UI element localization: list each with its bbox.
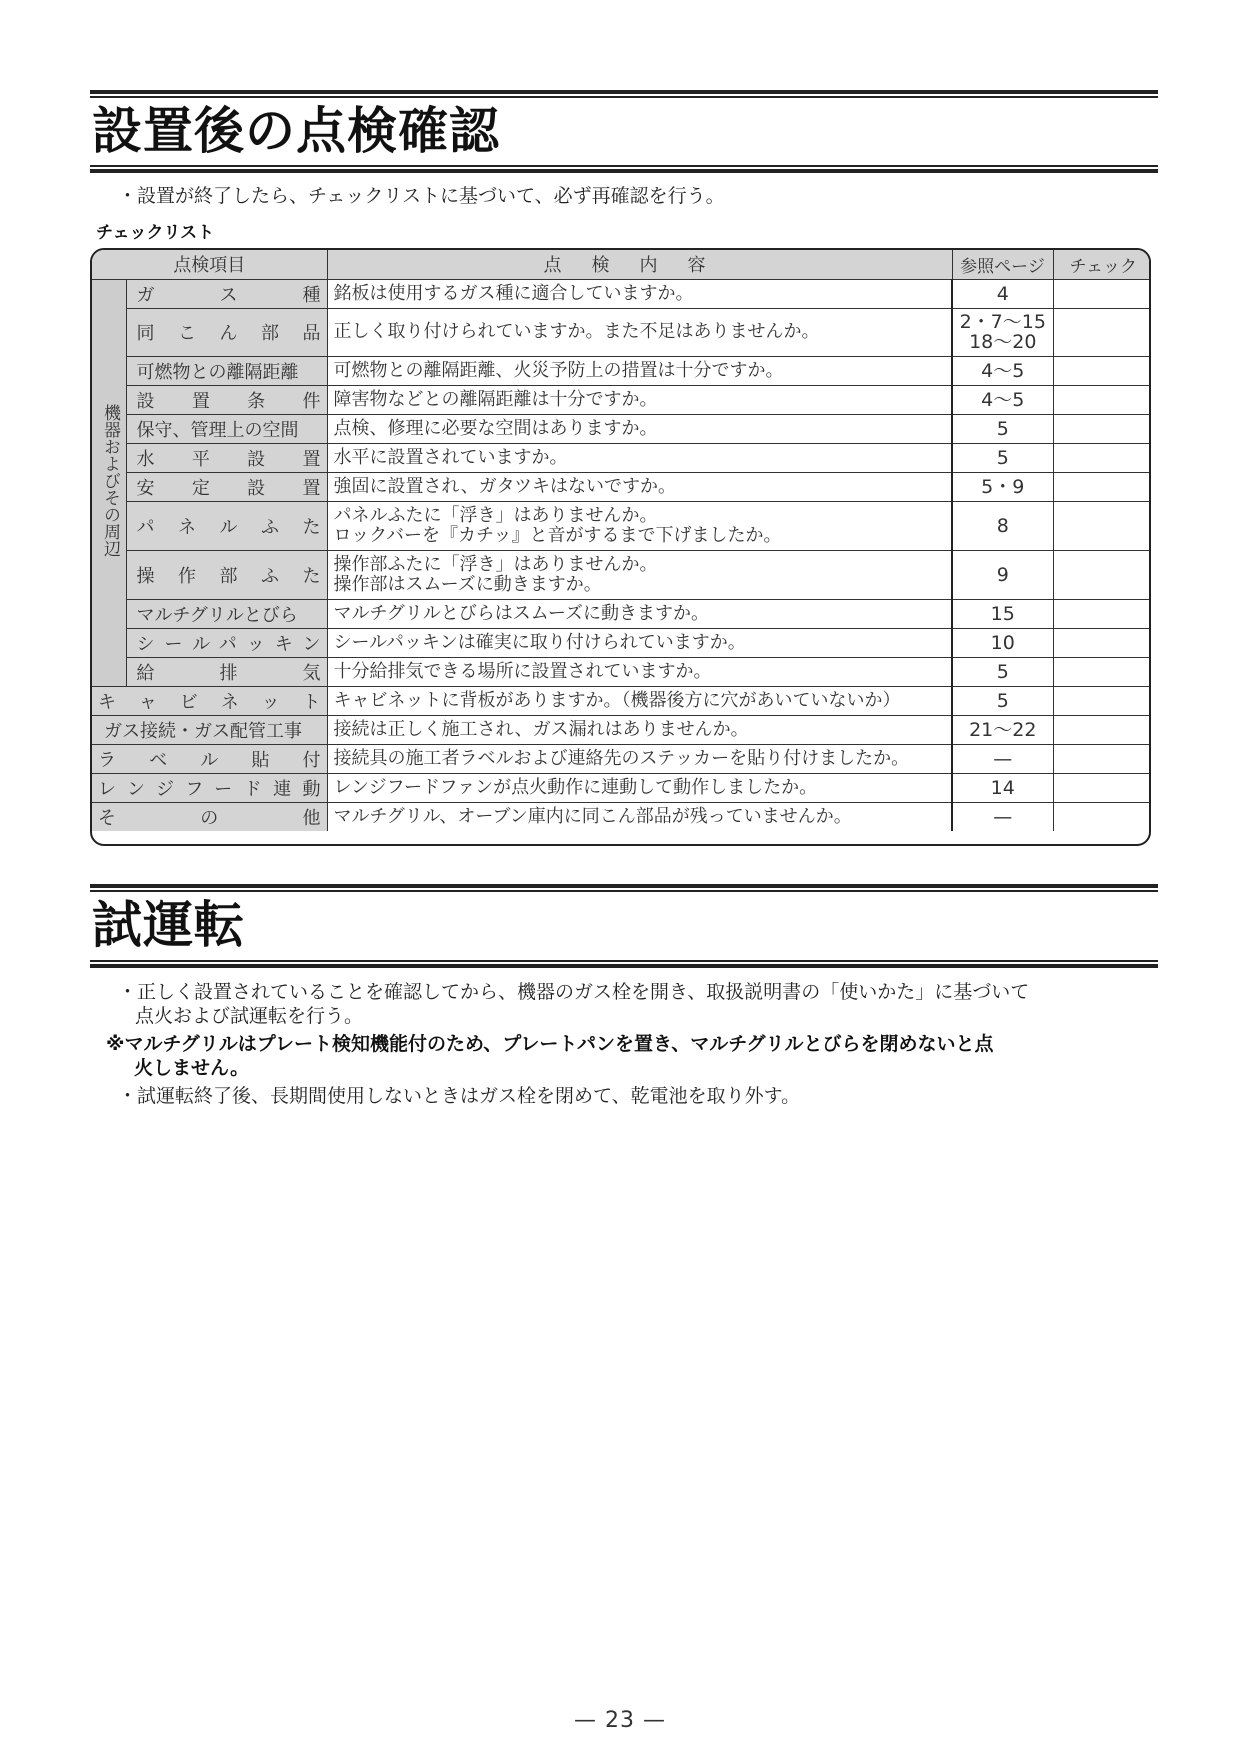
checklist-caption: チェックリスト <box>96 223 215 243</box>
section-title-trial-run: 試運転 <box>92 896 245 954</box>
row-check-box[interactable] <box>1053 356 1151 385</box>
row-item: 安定設置 <box>126 472 327 501</box>
table-row <box>92 356 1151 385</box>
trial-rule-bottom-thin <box>90 960 1158 962</box>
row-item: ラベル貼付 <box>92 744 327 773</box>
row-check-box[interactable] <box>1053 802 1151 831</box>
trial-paragraph-note: ※マルチグリルはプレート検知機能付のため、プレートパンを置き、マルチグリルとびらを閉めないと点 火しません。 <box>106 1033 994 1079</box>
trial-paragraph-1: ・正しく設置されていることを確認してから、機器のガス栓を開き、取扱説明書の「使いかた」に基づいて 点火および試運転を行う。 <box>118 981 1030 1027</box>
row-check-box[interactable] <box>1053 715 1151 744</box>
row-page: 4〜5 <box>952 385 1053 414</box>
table-row <box>92 773 1151 802</box>
row-item: 給排気 <box>126 657 327 686</box>
row-page: 21〜22 <box>952 715 1053 744</box>
header-page: 参照ページ <box>952 250 1053 279</box>
row-page: 5 <box>952 443 1053 472</box>
row-check-box[interactable] <box>1053 279 1151 308</box>
header-content: 点検内容 <box>327 250 952 279</box>
row-check-box[interactable] <box>1053 599 1151 628</box>
row-page: 4 <box>952 279 1053 308</box>
page-number: — 23 — <box>574 1708 666 1733</box>
row-check-box[interactable] <box>1053 686 1151 715</box>
row-content: 障害物などとの離隔距離は十分ですか。 <box>327 385 952 414</box>
table-header-row <box>92 250 1151 279</box>
row-page: 15 <box>952 599 1053 628</box>
row-content: マルチグリルとびらはスムーズに動きますか。 <box>327 599 952 628</box>
trial-paragraph-3: ・試運転終了後、長期間使用しないときはガス栓を閉めて、乾電池を取り外す。 <box>118 1085 801 1107</box>
trial-rule-bottom <box>90 964 1158 968</box>
trial-rule-top <box>90 884 1158 888</box>
row-content: シールパッキンは確実に取り付けられていますか。 <box>327 628 952 657</box>
table-row <box>92 744 1151 773</box>
row-page: 5 <box>952 657 1053 686</box>
checklist-grid <box>92 250 1151 831</box>
row-check-box[interactable] <box>1053 308 1151 356</box>
row-page: 14 <box>952 773 1053 802</box>
row-content: パネルふたに「浮き」はありませんか。 ロックバーを『カチッ』と音がするまで下げましたか。 <box>327 501 952 550</box>
table-row <box>92 715 1151 744</box>
row-page: 5・9 <box>952 472 1053 501</box>
title-rule-bottom-thin <box>90 165 1158 167</box>
row-page: 5 <box>952 686 1053 715</box>
group-label: 機器およびその周辺 <box>100 403 120 557</box>
row-check-box[interactable] <box>1053 657 1151 686</box>
row-check-box[interactable] <box>1053 501 1151 550</box>
row-check-box[interactable] <box>1053 744 1151 773</box>
row-item: 同こん部品 <box>126 308 327 356</box>
row-content: 点検、修理に必要な空間はありますか。 <box>327 414 952 443</box>
table-row <box>92 802 1151 831</box>
row-check-box[interactable] <box>1053 385 1151 414</box>
group-label-cell <box>92 279 126 686</box>
row-item: その他 <box>92 802 327 831</box>
table-row <box>92 657 1151 686</box>
row-content: 十分給排気できる場所に設置されていますか。 <box>327 657 952 686</box>
row-item: ガス種 <box>126 279 327 308</box>
table-row <box>92 308 1151 356</box>
row-page: — <box>952 744 1053 773</box>
row-item: 設置条件 <box>126 385 327 414</box>
title-rule-top-thin <box>90 96 1158 98</box>
row-page: 2・7〜15 18〜20 <box>952 308 1053 356</box>
row-page: 10 <box>952 628 1053 657</box>
row-item: レンジフード連動 <box>92 773 327 802</box>
title-rule-bottom <box>90 169 1158 173</box>
row-item: パネルふた <box>126 501 327 550</box>
row-content: 操作部ふたに「浮き」はありませんか。 操作部はスムーズに動きますか。 <box>327 550 952 599</box>
trial-rule-top-thin <box>90 890 1158 892</box>
row-check-box[interactable] <box>1053 443 1151 472</box>
row-item: 操作部ふた <box>126 550 327 599</box>
row-content: 正しく取り付けられていますか。また不足はありませんか。 <box>327 308 952 356</box>
row-content: 銘板は使用するガス種に適合していますか。 <box>327 279 952 308</box>
table-row <box>92 599 1151 628</box>
table-row <box>92 385 1151 414</box>
table-row <box>92 472 1151 501</box>
row-check-box[interactable] <box>1053 773 1151 802</box>
row-check-box[interactable] <box>1053 414 1151 443</box>
row-content: マルチグリル、オーブン庫内に同こん部品が残っていませんか。 <box>327 802 952 831</box>
row-page: — <box>952 802 1053 831</box>
row-item: 可燃物との離隔距離 <box>126 356 327 385</box>
row-page: 9 <box>952 550 1053 599</box>
row-item: マルチグリルとびら <box>126 599 327 628</box>
row-check-box[interactable] <box>1053 628 1151 657</box>
title-rule-top <box>90 90 1158 94</box>
table-row <box>92 501 1151 550</box>
table-row <box>92 443 1151 472</box>
row-content: 強固に設置され、ガタツキはないですか。 <box>327 472 952 501</box>
row-page: 4〜5 <box>952 356 1053 385</box>
header-check: チェック <box>1053 250 1151 279</box>
row-item: 保守、管理上の空間 <box>126 414 327 443</box>
inspection-intro: ・設置が終了したら、チェックリストに基づいて、必ず再確認を行う。 <box>118 185 725 207</box>
row-content: 接続は正しく施工され、ガス漏れはありませんか。 <box>327 715 952 744</box>
row-content: 接続具の施工者ラベルおよび連絡先のステッカーを貼り付けましたか。 <box>327 744 952 773</box>
table-row <box>92 279 1151 308</box>
row-item: 水平設置 <box>126 443 327 472</box>
row-item: キャビネット <box>92 686 327 715</box>
row-check-box[interactable] <box>1053 472 1151 501</box>
row-content: レンジフードファンが点火動作に連動して動作しましたか。 <box>327 773 952 802</box>
section-title-inspection: 設置後の点検確認 <box>92 102 500 160</box>
row-content: 水平に設置されていますか。 <box>327 443 952 472</box>
row-item: シールパッキン <box>126 628 327 657</box>
row-content: 可燃物との離隔距離、火災予防上の措置は十分ですか。 <box>327 356 952 385</box>
row-item: ガス接続・ガス配管工事 <box>92 715 327 744</box>
table-row <box>92 550 1151 599</box>
table-row <box>92 414 1151 443</box>
row-page: 5 <box>952 414 1053 443</box>
table-row <box>92 628 1151 657</box>
row-content: キャビネットに背板がありますか。（機器後方に穴があいていないか） <box>327 686 952 715</box>
table-row <box>92 686 1151 715</box>
checklist-table <box>90 248 1151 846</box>
header-item: 点検項目 <box>92 250 327 279</box>
row-check-box[interactable] <box>1053 550 1151 599</box>
row-page: 8 <box>952 501 1053 550</box>
